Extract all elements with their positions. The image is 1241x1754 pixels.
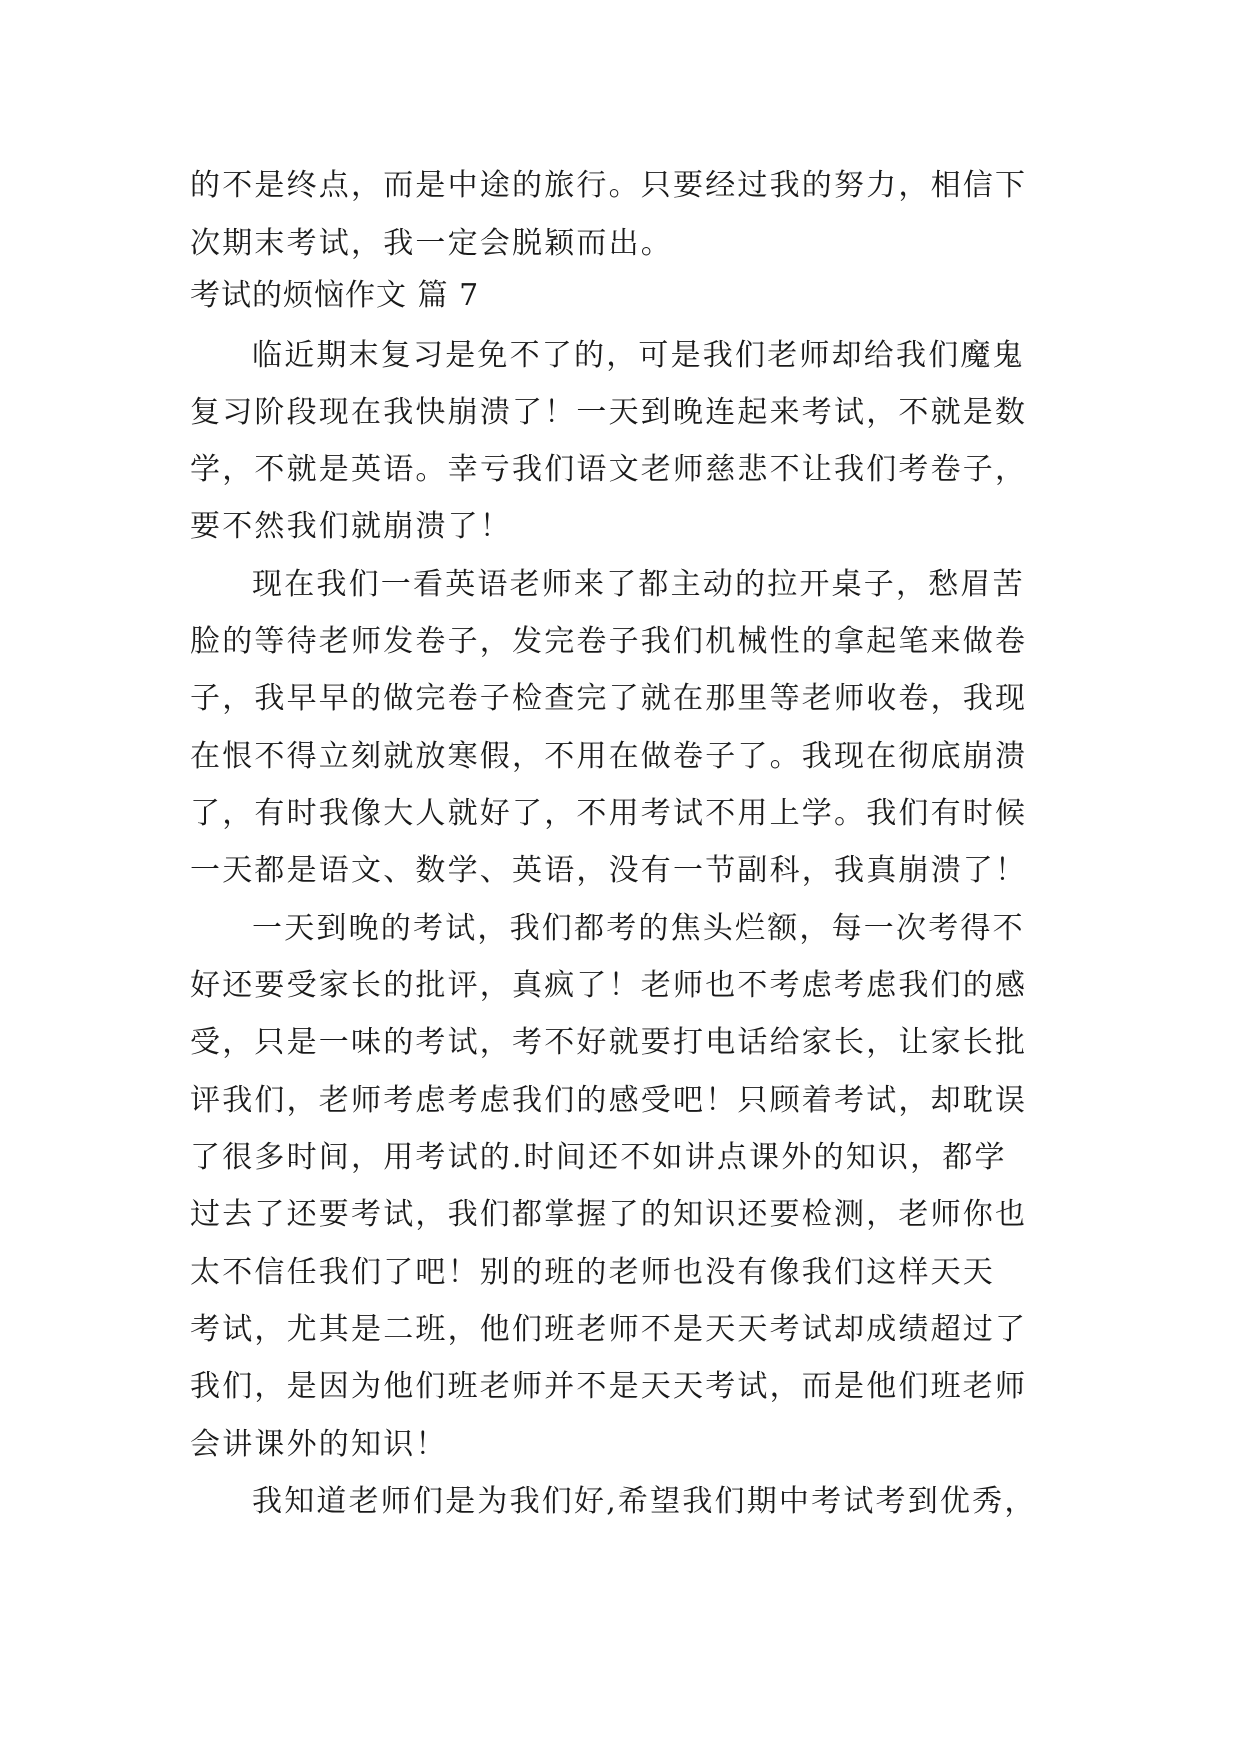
paragraph-line: 受，只是一味的考试，考不好就要打电话给家长，让家长批 [190,1025,1028,1060]
paragraph-line: 我们，是因为他们班老师并不是天天考试，而是他们班老师 [190,1369,1028,1404]
paragraph-line: 了很多时间，用考试的.时间还不如讲点课外的知识，都学 [190,1140,1007,1175]
paragraph-line: 要不然我们就崩溃了！ [190,509,512,544]
paragraph-line: 脸的等待老师发卷子，发完卷子我们机械性的拿起笔来做卷 [190,624,1028,659]
paragraph-line: 过去了还要考试，我们都掌握了的知识还要检测，老师你也 [190,1197,1028,1232]
paragraph-line: 考试，尤其是二班，他们班老师不是天天考试却成绩超过了 [190,1312,1028,1347]
paragraph-line: 一天都是语文、数学、英语，没有一节副科，我真崩溃了！ [190,853,1028,888]
paragraph-line: 一天到晚的考试，我们都考的焦头烂额，每一次考得不 [252,911,1025,946]
paragraph-line: 复习阶段现在我快崩溃了！一天到晚连起来考试，不就是数 [190,395,1028,430]
paragraph-line: 临近期末复习是免不了的，可是我们老师却给我们魔鬼 [252,338,1025,373]
paragraph-line: 好还要受家长的批评，真疯了！老师也不考虑考虑我们的感 [190,968,1028,1003]
paragraph-line: 太不信任我们了吧！别的班的老师也没有像我们这样天天 [190,1255,995,1290]
paragraph-line: 学，不就是英语。幸亏我们语文老师慈悲不让我们考卷子， [190,452,1028,487]
paragraph-line: 会讲课外的知识！ [190,1427,448,1462]
paragraph-line: 子，我早早的做完卷子检查完了就在那里等老师收卷，我现 [190,681,1028,716]
paragraph-line: 评我们，老师考虑考虑我们的感受吧！只顾着考试，却耽误 [190,1083,1028,1118]
paragraph-line: 在恨不得立刻就放寒假，不用在做卷子了。我现在彻底崩溃 [190,739,1028,774]
paragraph-line: 了，有时我像大人就好了，不用考试不用上学。我们有时候 [190,796,1028,831]
continuation-line: 次期末考试，我一定会脱颖而出。 [190,226,673,261]
section-title: 考试的烦恼作文 篇 7 [190,278,480,313]
paragraph-line: 现在我们一看英语老师来了都主动的拉开桌子，愁眉苦 [252,567,1025,602]
continuation-line: 的不是终点，而是中途的旅行。只要经过我的努力，相信下 [190,168,1028,203]
paragraph-line: 我知道老师们是为我们好,希望我们期中考试考到优秀， [252,1484,1037,1519]
